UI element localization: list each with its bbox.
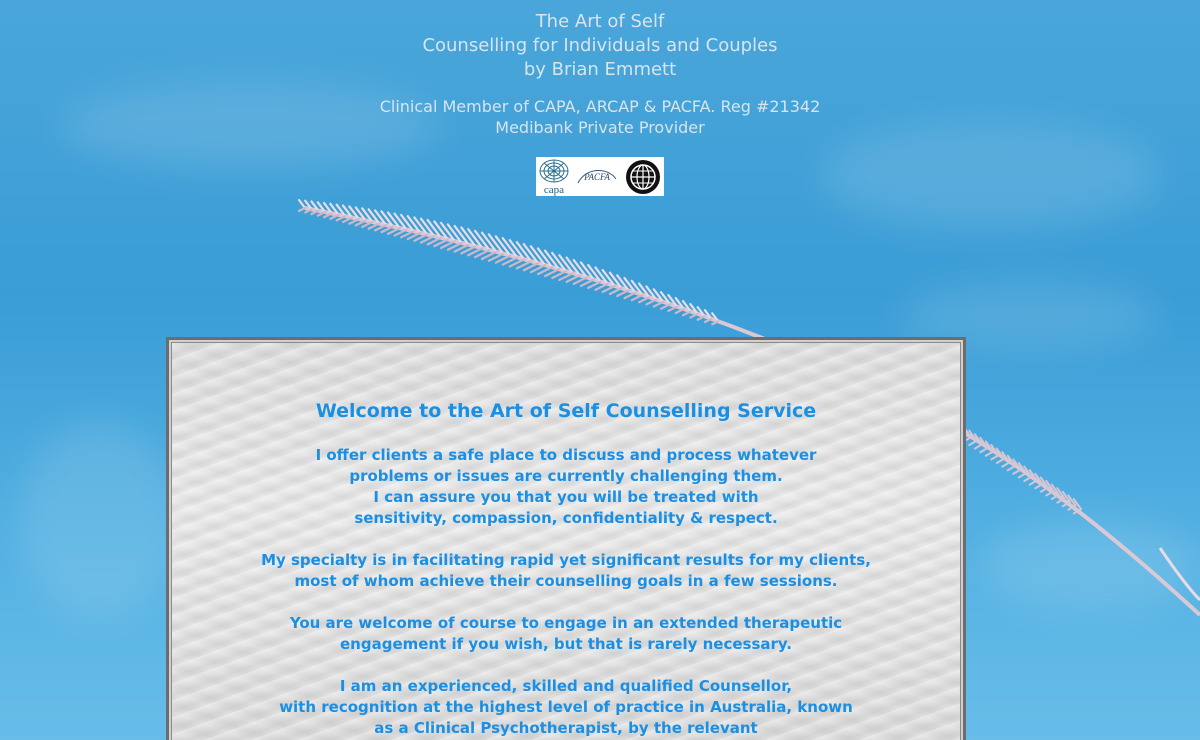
globe-logo [622, 157, 664, 196]
wheat-spikelet [610, 288, 622, 294]
wheat-spikelet [661, 304, 670, 309]
site-header [0, 10, 1200, 138]
paragraph-line: I offer clients a safe place to discuss and process whatever [315, 446, 817, 464]
paragraph-line: You are welcome of course to engage in an extended therapeutic [289, 614, 843, 632]
wheat-spikelet [997, 459, 1004, 463]
wheat-spikelet [632, 295, 643, 300]
paragraph-line: I can assure you that you will be treated with [373, 488, 759, 506]
content-panel [171, 342, 961, 740]
wheat-spikelet [299, 208, 305, 211]
wheat-spikelet [975, 444, 982, 448]
wheat-spikelet [1013, 470, 1020, 474]
welcome-heading: Welcome to the Art of Self Counselling Service [315, 400, 817, 422]
paragraph-line: most of whom achieve their counselling goals in a few sessions. [294, 572, 838, 590]
paragraph-line: I am an experienced, skilled and qualified Counsellor, [339, 677, 793, 695]
specialty-paragraph [172, 550, 960, 592]
wheat-spikelet [654, 302, 663, 307]
wheat-spikelet [639, 297, 649, 302]
wheat-spikelet [299, 200, 305, 208]
wheat-spikelet [991, 455, 998, 459]
paragraph-line: as a Clinical Psychotherapist, by the relevant [374, 719, 758, 737]
intro-paragraph [172, 445, 960, 529]
wheat-spikelet [1030, 480, 1037, 484]
pacfa-logo [572, 157, 622, 196]
paragraph-line: with recognition at the highest level of practice in Australia, known [279, 698, 853, 716]
wheat-spikelet [1019, 473, 1026, 477]
wheat-spikelet [969, 441, 976, 445]
wheat-spikelet [705, 319, 711, 322]
paragraph-line: My specialty is in facilitating rapid yet significant results for my clients, [261, 551, 871, 569]
membership-text: Clinical Member of CAPA, ARCAP & PACFA. Reg #21342 [379, 97, 821, 116]
wheat-spikelet [980, 448, 987, 452]
provider-text: Medibank Private Provider [495, 118, 705, 137]
wheat-spikelet [646, 299, 656, 304]
capa-logo-text: capa [543, 184, 565, 196]
wheat-spikelet [595, 284, 607, 290]
paragraph-line: engagement if you wish, but that is rarely necessary. [340, 635, 792, 653]
wheat-spikelet [603, 286, 615, 292]
wheat-spikelet [668, 307, 677, 311]
site-title: The Art of Self [535, 11, 665, 32]
site-author: by Brian Emmett [523, 59, 677, 80]
wheat-spikelet [1002, 462, 1009, 466]
wheat-spikelet [617, 290, 628, 296]
paragraph-line: sensitivity, compassion, confidentiality & respect. [354, 509, 778, 527]
wheat-spikelet [698, 316, 705, 319]
wheat-spikelet [1024, 477, 1031, 481]
site-subtitle: Counselling for Individuals and Couples [422, 35, 778, 56]
qualification-paragraph [172, 676, 960, 739]
content-panel-border [169, 340, 963, 740]
engagement-paragraph [172, 613, 960, 655]
wheat-spikelet [712, 321, 718, 324]
wheat-spikelet [625, 293, 636, 298]
capa-logo [536, 157, 572, 196]
pacfa-logo-text: PACFA [584, 172, 610, 182]
membership-logos [536, 157, 664, 196]
wheat-spikelet [1008, 466, 1015, 470]
content-panel-frame [166, 337, 966, 740]
wheat-spikelet [986, 452, 993, 456]
wheat-spikelet [588, 282, 601, 288]
paragraph-line: problems or issues are currently challenging them. [349, 467, 783, 485]
